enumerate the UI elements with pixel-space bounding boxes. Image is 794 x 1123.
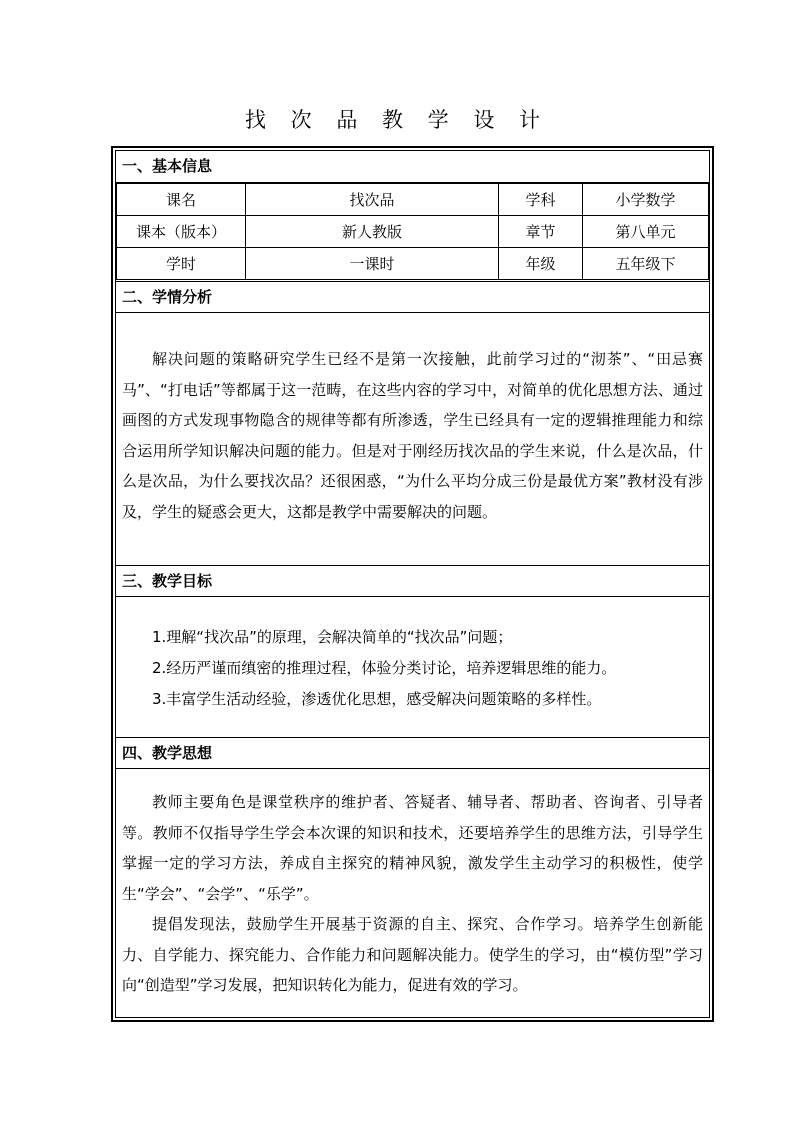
label-chapter: 章节 (499, 216, 583, 248)
label-grade: 年级 (499, 248, 583, 280)
student-analysis-paragraph: 解决问题的策略研究学生已经不是第一次接触，此前学习过的“沏茶”、“田忌赛马”、“打电话”等都属于这一范畴，在这些内容的学习中，对简单的优化思想方法、通过画图的方式发现事物隐含的规律等都有所渗透，学生已经具有一定的逻辑推理能力和综合运用所学知识解决问题的能力。但是对于刚经历找次品的学生来说，什么是次品，什么是次品，为什么要找次品？还很困惑，“为什么平均分成三份是最优方案”教材没有涉及，学生的疑惑会更大，这都是教学中需要解决的问题。 (122, 350, 703, 521)
value-grade: 五年级下 (583, 248, 709, 280)
section-student-analysis-heading: 二、学情分析 (116, 281, 709, 313)
teaching-philosophy-paragraph-2: 提倡发现法，鼓励学生开展基于资源的自主、探究、合作学习。培养学生创新能力、自学能力、探究能力、合作能力和问题解决能力。使学生的学习，由“模仿型”学习向“创造型”学习发展，把知识转化为能力，促进有效的学习。 (122, 915, 703, 994)
value-chapter: 第八单元 (583, 216, 709, 248)
lesson-plan-table (115, 150, 710, 1018)
table-row (117, 216, 709, 248)
value-subject: 小学数学 (583, 184, 709, 216)
table-row (117, 248, 709, 280)
label-subject: 学科 (499, 184, 583, 216)
objective-item-2: 2.经历严谨而缜密的推理过程，体验分类讨论，培养逻辑思维的能力。 (152, 659, 617, 677)
value-textbook: 新人教版 (246, 216, 499, 248)
value-class-hours: 一课时 (246, 248, 499, 280)
teaching-philosophy-paragraph-1: 教师主要角色是课堂秩序的维护者、答疑者、辅导者、帮助者、咨询者、引导者等。教师不仅指导学生学会本次课的知识和技术，还要培养学生的思维方法，引导学生掌握一定的学习方法，养成自主探究的精神风貌，激发学生主动学习的积极性，使学生“学会”、“会学”、“乐学”。 (122, 793, 703, 903)
section-basic-info-heading: 一、基本信息 (116, 151, 709, 183)
objective-item-3: 3.丰富学生活动经验，渗透优化思想，感受解决问题策略的多样性。 (152, 690, 602, 708)
objective-item-1: 1.理解“找次品”的原理，会解决简单的“找次品”问题； (152, 628, 513, 646)
document-title: 找 次 品 教 学 设 计 (244, 108, 550, 132)
section-teaching-objectives-heading: 三、教学目标 (116, 565, 709, 597)
value-course-name: 找次品 (246, 184, 499, 216)
label-textbook: 课本（版本） (117, 216, 246, 248)
label-class-hours: 学时 (117, 248, 246, 280)
lesson-plan-frame (111, 146, 714, 1022)
table-row (117, 184, 709, 216)
section-teaching-philosophy-heading: 四、教学思想 (116, 737, 709, 769)
basic-info-table (116, 183, 709, 280)
label-course-name: 课名 (117, 184, 246, 216)
